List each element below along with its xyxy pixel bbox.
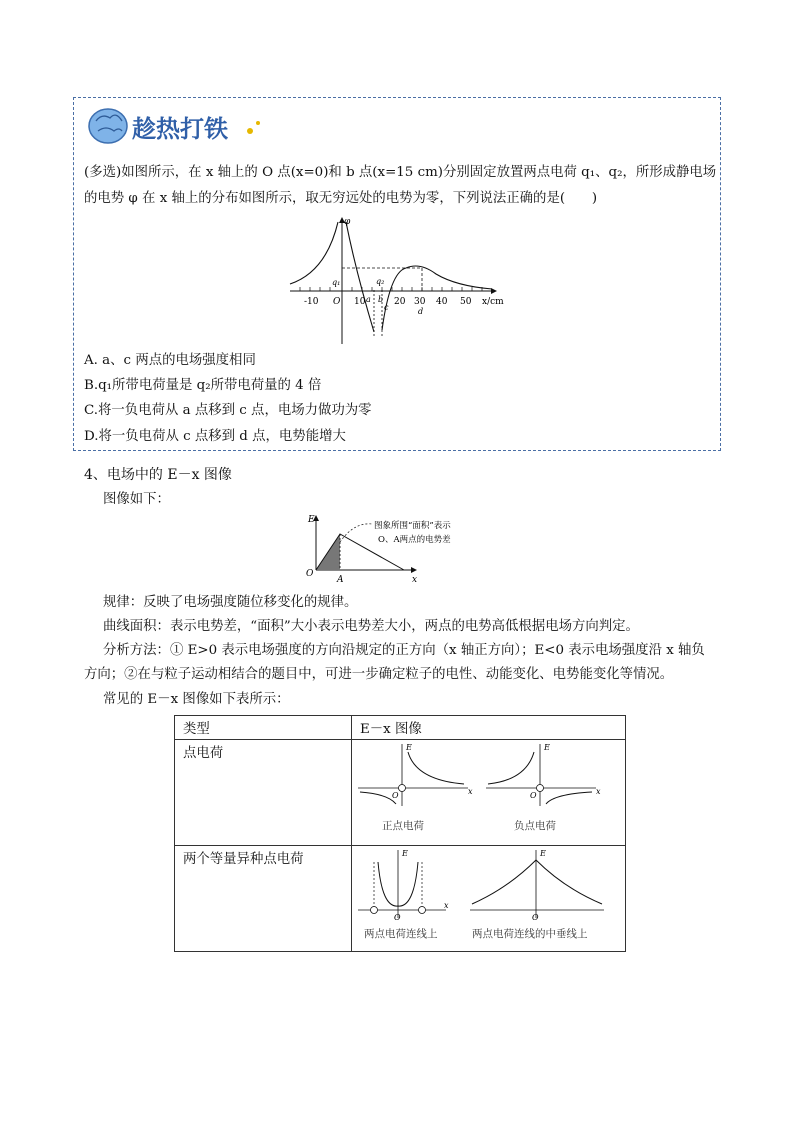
svg-text:x/cm: x/cm — [482, 297, 504, 307]
svg-text:q₂: q₂ — [376, 277, 385, 286]
svg-text:x: x — [444, 901, 449, 910]
ex-table — [174, 715, 626, 952]
svg-text:E: E — [406, 743, 412, 752]
svg-text:q₁: q₁ — [332, 278, 341, 287]
svg-text:A: A — [337, 575, 344, 585]
method-line-2: 方向；②在与粒子运动相结合的题目中，可进一步确定粒子的电性、动能变化、电势能变化等情况。 — [84, 667, 674, 682]
method-line-1: 分析方法：① E>0 表示电场强度的方向沿规定的正方向（x 轴正方向）；E<0 表示电场强度沿 x 轴负 — [103, 643, 705, 658]
svg-text:x: x — [468, 787, 473, 796]
svg-text:c: c — [384, 303, 389, 312]
question-line-2: 的电势 φ 在 x 轴上的分布如图所示，取无穷远处的电势为零，下列说法正确的是( ) — [84, 191, 598, 206]
option-a[interactable]: A. a、c 两点的电场强度相同 — [84, 353, 256, 368]
header-image: E－x 图像 — [352, 716, 626, 740]
section-heading: 4、电场中的 E－x 图像 — [84, 467, 232, 483]
row-point-charge: 点电荷 — [175, 740, 352, 846]
svg-text:O: O — [333, 297, 341, 307]
svg-text:O: O — [394, 913, 401, 920]
svg-text:E: E — [402, 849, 408, 858]
svg-text:x: x — [596, 787, 601, 796]
negative-charge-graph — [484, 742, 604, 808]
svg-text:-10: -10 — [304, 297, 319, 307]
option-b[interactable]: B.q₁所带电荷量是 q₂所带电荷量的 4 倍 — [84, 378, 322, 393]
logo-badge — [86, 101, 266, 151]
svg-text:E: E — [540, 849, 546, 858]
potential-graph — [286, 212, 512, 348]
ex-area-graph — [304, 512, 500, 586]
dipole-figures: E x O E O 两点电荷连线上 两点电荷连线的中垂线上 — [352, 846, 625, 946]
svg-text:d: d — [418, 307, 424, 316]
svg-text:40: 40 — [436, 297, 448, 307]
dipole-bisector-graph — [468, 848, 608, 920]
svg-text:30: 30 — [414, 297, 426, 307]
svg-text:20: 20 — [394, 297, 406, 307]
header-type: 类型 — [175, 716, 352, 740]
rule-text: 规律：反映了电场强度随位移变化的规律。 — [103, 595, 358, 610]
positive-charge-graph — [356, 742, 476, 808]
option-d[interactable]: D.将一负电荷从 c 点移到 d 点，电势能增大 — [84, 429, 346, 444]
area-text: 曲线面积：表示电势差，“面积”大小表示电势差大小，两点的电势高低根据电场方向判定。 — [103, 619, 639, 634]
svg-text:O: O — [392, 791, 399, 800]
svg-text:O: O — [530, 791, 537, 800]
table-intro: 常见的 E－x 图像如下表所示： — [103, 692, 290, 707]
svg-text:O、A两点的电势差: O、A两点的电势差 — [378, 535, 451, 545]
svg-text:10: 10 — [354, 297, 366, 307]
svg-text:50: 50 — [460, 297, 472, 307]
svg-text:O: O — [532, 913, 539, 920]
point-charge-figures: E x O E x O 正点电荷 负点电荷 — [352, 740, 625, 840]
question-line-1: (多选)如图所示，在 x 轴上的 O 点(x=0)和 b 点(x=15 cm)分别固定放置两点电荷 q₁、q₂，所形成静电场 — [84, 165, 717, 180]
svg-text:a: a — [366, 295, 371, 304]
option-c[interactable]: C.将一负电荷从 a 点移到 c 点，电场力做功为零 — [84, 403, 372, 418]
dipole-line-graph — [356, 848, 456, 920]
logo-text: 趁热打铁 — [132, 115, 228, 143]
row-dipole: 两个等量异种点电荷 — [175, 846, 352, 952]
svg-text:φ: φ — [344, 217, 351, 227]
svg-text:图象所围“面积”表示: 图象所围“面积”表示 — [374, 521, 451, 531]
svg-text:x: x — [412, 575, 418, 585]
svg-text:O: O — [306, 569, 314, 579]
intro-text: 图像如下： — [103, 492, 170, 507]
svg-text:E: E — [308, 515, 315, 525]
svg-text:b: b — [378, 295, 384, 304]
svg-text:E: E — [544, 743, 550, 752]
